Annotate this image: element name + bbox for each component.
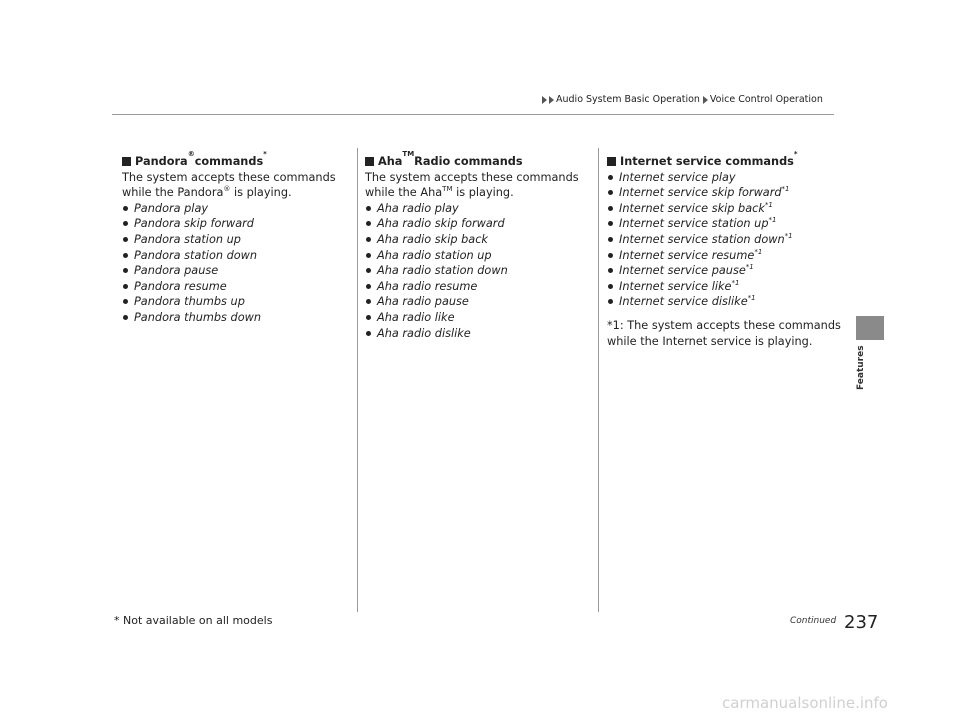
command-item — [365, 248, 595, 264]
command-item — [365, 294, 595, 310]
command-text: Pandora thumbs down — [134, 310, 262, 324]
bullet-icon — [608, 175, 613, 180]
bullet-icon — [123, 284, 128, 289]
command-item — [607, 232, 847, 248]
command-text: Aha radio resume — [377, 279, 478, 293]
section-heading: Aha TM Radio commands — [365, 154, 595, 170]
command-item — [365, 279, 595, 295]
bullet-icon — [123, 237, 128, 242]
footnote-marker: *1 — [768, 216, 777, 225]
bullet-icon — [366, 253, 371, 258]
command-item — [365, 326, 595, 342]
bullet-icon — [123, 268, 128, 273]
arrow-icon — [703, 96, 708, 104]
bullet-icon — [123, 299, 128, 304]
command-item — [607, 294, 847, 310]
command-text: Internet service pause — [619, 264, 746, 278]
footnote-marker: *1 — [747, 294, 756, 303]
breadcrumb-item-audio-system[interactable]: Audio System Basic Operation — [556, 94, 700, 105]
bullet-icon — [366, 221, 371, 226]
command-item — [122, 279, 352, 295]
heading-text: Internet service commands — [620, 155, 794, 168]
command-text: Aha radio skip back — [377, 232, 488, 246]
command-text: Internet service play — [619, 170, 736, 184]
square-bullet-icon — [607, 157, 616, 166]
command-item — [122, 310, 352, 326]
command-item — [122, 232, 352, 248]
footnote-marker: *1 — [745, 263, 754, 272]
column-divider — [357, 148, 358, 612]
heading-text: Aha — [378, 155, 403, 168]
command-text: Aha radio station up — [377, 248, 492, 262]
pandora-section — [122, 150, 352, 326]
command-text: Internet service station down — [619, 232, 785, 246]
bullet-icon — [608, 190, 613, 195]
command-text: Pandora pause — [134, 264, 219, 278]
command-text: Internet service resume — [619, 248, 755, 262]
command-text: Internet service skip forward — [619, 186, 782, 200]
footnote-line: *1: The system accepts these commands — [607, 318, 841, 332]
command-text: Pandora station down — [134, 248, 258, 262]
section-heading: Internet service commands * — [607, 154, 847, 170]
bullet-icon — [366, 284, 371, 289]
bullet-icon — [123, 315, 128, 320]
commands-footnote — [607, 318, 847, 349]
section-heading: Pandora ® commands * — [122, 154, 352, 170]
bullet-icon — [608, 221, 613, 226]
internet-section — [607, 150, 847, 349]
command-item — [122, 294, 352, 310]
command-item — [365, 201, 595, 217]
command-item — [122, 201, 352, 217]
breadcrumb-item-voice-control[interactable]: Voice Control Operation — [709, 94, 823, 105]
command-item — [607, 216, 847, 232]
footnote-marker: *1 — [781, 185, 790, 194]
heading-suffix: commands — [194, 155, 264, 168]
command-item — [122, 248, 352, 264]
availability-footnote: * Not available on all models — [114, 614, 273, 627]
command-item — [607, 201, 847, 217]
command-list — [365, 201, 595, 341]
footnote-line: while the Internet service is playing. — [607, 334, 813, 348]
square-bullet-icon — [365, 157, 374, 166]
command-item — [607, 248, 847, 264]
section-tab-marker — [856, 316, 884, 340]
arrow-icon — [549, 96, 554, 104]
bullet-icon — [123, 206, 128, 211]
command-text: Internet service station up — [619, 217, 769, 231]
bullet-icon — [366, 299, 371, 304]
command-text: Pandora skip forward — [134, 217, 254, 231]
footnote-marker: *1 — [754, 247, 763, 256]
command-text: Pandora thumbs up — [134, 295, 245, 309]
command-item — [365, 263, 595, 279]
command-text: Internet service dislike — [619, 295, 748, 309]
continued-label: Continued — [790, 616, 837, 626]
command-text: Aha radio like — [377, 310, 455, 324]
arrow-icon — [542, 96, 547, 104]
command-item — [365, 232, 595, 248]
command-item — [607, 279, 847, 295]
bullet-icon — [608, 268, 613, 273]
watermark: carmanualsonline.info — [722, 694, 888, 712]
bullet-icon — [608, 253, 613, 258]
breadcrumb — [542, 94, 823, 105]
footnote-marker: *1 — [731, 278, 740, 287]
bullet-icon — [366, 268, 371, 273]
command-text: Aha radio station down — [377, 264, 508, 278]
intro-text: The system accepts these commands while the Pandora® is playing. — [122, 170, 336, 200]
footnote-marker: *1 — [784, 232, 793, 241]
command-item — [365, 310, 595, 326]
command-item — [607, 263, 847, 279]
header-divider — [112, 114, 834, 115]
bullet-icon — [123, 253, 128, 258]
bullet-icon — [366, 206, 371, 211]
command-text: Pandora resume — [134, 279, 227, 293]
command-list — [607, 170, 847, 310]
command-text: Internet service skip back — [619, 201, 765, 215]
bullet-icon — [366, 315, 371, 320]
square-bullet-icon — [122, 157, 131, 166]
command-text: Aha radio pause — [377, 295, 469, 309]
bullet-icon — [366, 237, 371, 242]
bullet-icon — [608, 237, 613, 242]
command-text: Pandora play — [134, 201, 209, 215]
bullet-icon — [123, 221, 128, 226]
section-tab-label — [854, 346, 874, 394]
command-item — [122, 216, 352, 232]
footnote-marker: *1 — [764, 201, 773, 210]
bullet-icon — [366, 331, 371, 336]
command-item — [122, 263, 352, 279]
command-text: Aha radio dislike — [377, 326, 471, 340]
command-text: Aha radio skip forward — [377, 217, 505, 231]
bullet-icon — [608, 206, 613, 211]
command-text: Aha radio play — [377, 201, 459, 215]
command-item — [365, 216, 595, 232]
heading-suffix: Radio commands — [414, 155, 523, 168]
aha-section — [365, 150, 595, 341]
command-list — [122, 201, 352, 326]
bullet-icon — [608, 284, 613, 289]
command-item — [607, 185, 847, 201]
page-number: 237 — [844, 612, 879, 633]
command-item — [607, 170, 847, 186]
command-text: Internet service like — [619, 279, 732, 293]
section-tab-text: Features — [856, 345, 866, 390]
intro-text: The system accepts these commands while the Aha™ is playing. — [365, 170, 579, 200]
heading-text: Pandora — [135, 155, 188, 168]
column-divider — [598, 148, 599, 612]
bullet-icon — [608, 299, 613, 304]
command-text: Pandora station up — [134, 232, 241, 246]
